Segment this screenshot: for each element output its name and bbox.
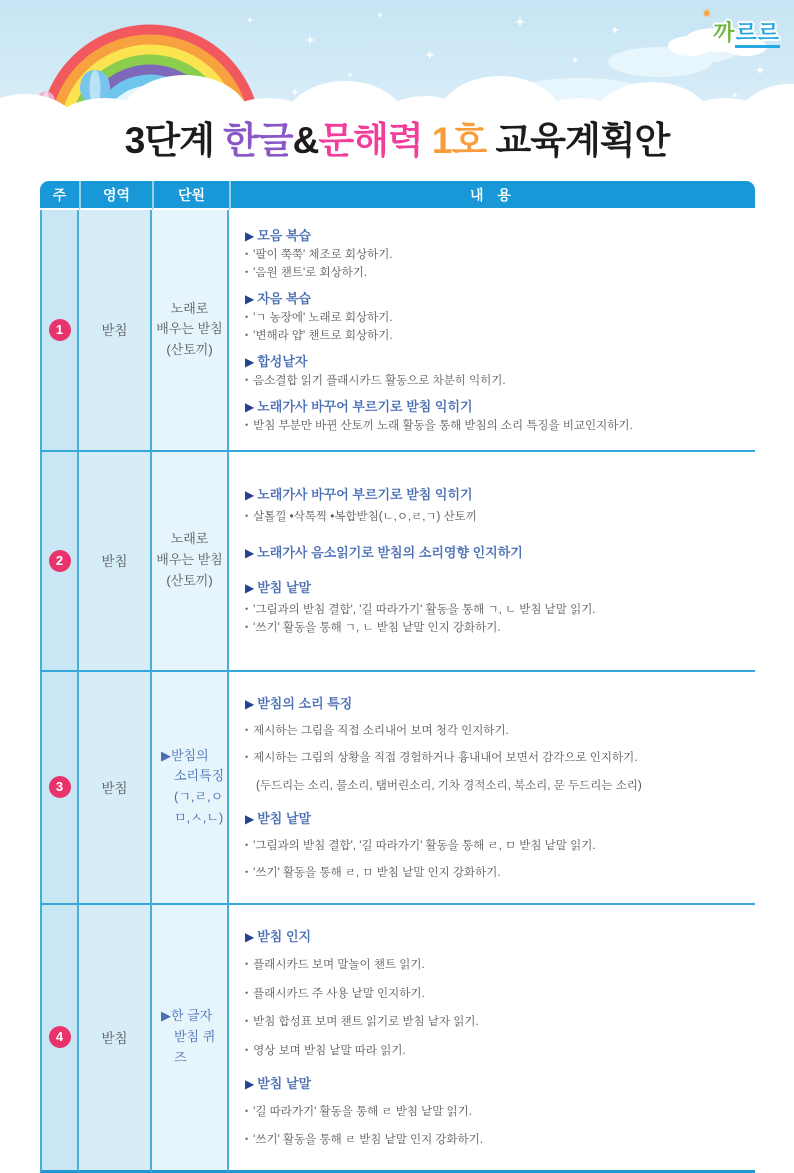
- area-label: 받침: [101, 780, 128, 796]
- bullet-list: [245, 373, 741, 389]
- brand-logo: [701, 6, 780, 47]
- unit-cell: [152, 450, 229, 670]
- unit-line: ▶받침의: [161, 747, 209, 763]
- unit-line: 소리특징: [174, 768, 225, 784]
- table-row: [40, 670, 755, 903]
- content-sections: [229, 672, 755, 903]
- unit-label: [152, 1006, 227, 1068]
- area-cell: [79, 903, 152, 1173]
- bullet-text: '변해라 얍' 챈트로 회상하기.: [253, 330, 393, 343]
- bullet-text: 받침 합성표 보며 챈트 읽기로 받침 낱자 읽기.: [253, 1016, 479, 1029]
- unit-line: 배우는 받침: [156, 321, 223, 337]
- bullet-icon: •: [245, 511, 249, 522]
- unit-line: 노래로: [170, 300, 209, 316]
- content-section: [245, 484, 741, 526]
- section-heading: [245, 693, 741, 712]
- unit-cell: [152, 670, 229, 903]
- unit-label: [152, 299, 227, 361]
- area-cell: [79, 670, 152, 903]
- schedule-table-body: [40, 210, 755, 1173]
- bullet-text: '쓰기' 활동을 통해 ㄹ 받침 낱말 인지 강화하기.: [253, 1134, 484, 1147]
- bullet-text: 살톨낄 •삭톡찍 •복합받침(ㄴ,ㅇ,ㄹ,ㄱ) 산토끼: [253, 511, 477, 524]
- section-marker-icon: ▶: [245, 811, 255, 826]
- bullet-list: [245, 1104, 741, 1149]
- content-section: [245, 351, 741, 389]
- section-marker-icon: ▶: [245, 1076, 255, 1091]
- bullet-item: [245, 778, 741, 795]
- schedule-table-wrap: [40, 181, 755, 1173]
- area-cell: [79, 450, 152, 670]
- bullet-text: 플래시카드 보며 말놀이 챈트 읽기.: [253, 958, 425, 971]
- title-issue: 1호: [431, 120, 487, 161]
- bullet-icon: •: [245, 752, 249, 763]
- unit-line: (산토끼): [166, 572, 213, 588]
- section-title: 받침 낱말: [257, 810, 312, 826]
- section-marker-icon: ▶: [245, 400, 255, 415]
- table-row: [40, 210, 755, 450]
- bullet-item: [245, 247, 741, 263]
- week-cell: [40, 450, 79, 670]
- section-marker-icon: ▶: [245, 488, 255, 503]
- bullet-item: [245, 986, 741, 1003]
- bullet-icon: •: [245, 312, 249, 323]
- page-title: [0, 113, 794, 169]
- title-suffix: 교육계획안: [495, 120, 670, 161]
- section-title: 받침 낱말: [257, 1075, 312, 1091]
- content-section: [245, 577, 741, 637]
- bullet-text: 제시하는 그림의 상황을 직접 경험하거나 흉내내어 보면서 감각으로 인지하기.: [253, 752, 638, 765]
- table-row: [40, 450, 755, 670]
- week-number-badge: 1: [49, 319, 71, 341]
- bullet-text: '그림과의 받침 결합', '길 따라가기' 활동을 통해 ㄹ, ㅁ 받침 낱말 읽기.: [253, 839, 596, 852]
- bullet-item: [245, 328, 741, 344]
- section-title: 노래가사 바꾸어 부르기로 받침 익히기: [257, 487, 473, 503]
- bullet-list: [245, 509, 741, 526]
- section-title: 받침 낱말: [257, 579, 312, 595]
- column-header-area: 영역: [79, 181, 152, 210]
- bullet-icon: •: [245, 622, 249, 633]
- area-cell: [79, 210, 152, 450]
- logo-text-rest: 르르: [735, 20, 780, 48]
- content-sections: [229, 905, 755, 1170]
- bullet-icon: •: [245, 330, 249, 341]
- bullet-text: (두드리는 소리, 물소리, 탬버린소리, 기차 경적소리, 북소리, 문 두드리는 소리): [256, 779, 642, 792]
- bullet-item: [245, 620, 741, 637]
- bullet-icon: •: [245, 1134, 249, 1145]
- table-row: [40, 903, 755, 1173]
- bullet-icon: •: [245, 1044, 249, 1055]
- section-heading: [245, 1073, 741, 1092]
- bullet-icon: •: [245, 839, 249, 850]
- title-literacy: 문해력: [318, 120, 423, 161]
- bullet-item: [245, 723, 741, 740]
- section-title: 합성낱자: [257, 354, 308, 370]
- unit-line: 배우는 받침: [156, 552, 223, 568]
- bullet-item: [245, 602, 741, 619]
- week-number-badge: 2: [49, 550, 71, 572]
- bullet-icon: •: [245, 375, 249, 386]
- bullet-icon: •: [245, 603, 249, 614]
- section-heading: [245, 926, 741, 945]
- content-cell: [229, 450, 755, 670]
- section-heading: [245, 396, 741, 415]
- week-cell: [40, 670, 79, 903]
- bullet-text: '길 따라가기' 활동을 통해 ㄹ 받침 낱말 읽기.: [253, 1105, 472, 1118]
- bullet-item: [245, 865, 741, 882]
- bullet-item: [245, 1043, 741, 1060]
- section-heading: [245, 577, 741, 596]
- unit-line: ㅁ,ㅅ,ㄴ): [174, 810, 224, 826]
- section-marker-icon: ▶: [245, 696, 255, 711]
- section-title: 받침 인지: [257, 928, 312, 944]
- week-cell: [40, 210, 79, 450]
- section-title: 노래가사 바꾸어 부르기로 받침 익히기: [257, 399, 473, 415]
- section-marker-icon: ▶: [245, 580, 255, 595]
- section-title: 노래가사 음소읽기로 받침의 소리영향 인지하기: [257, 544, 523, 560]
- bullet-item: [245, 373, 741, 389]
- content-section: [245, 808, 741, 882]
- unit-label: [152, 746, 227, 829]
- bullet-list: [245, 838, 741, 882]
- area-label: 받침: [101, 1030, 128, 1046]
- unit-cell: [152, 903, 229, 1173]
- section-heading: [245, 484, 741, 503]
- section-heading: [245, 351, 741, 370]
- bullet-text: 'ㄱ 농장에' 노래로 회상하기.: [253, 312, 393, 325]
- bullet-item: [245, 310, 741, 326]
- content-section: [245, 288, 741, 344]
- unit-line: ▶한 글자: [161, 1008, 213, 1024]
- bullet-item: [245, 838, 741, 855]
- unit-line: 노래로: [170, 531, 209, 547]
- unit-cell: [152, 210, 229, 450]
- unit-line: (산토끼): [166, 342, 213, 358]
- content-section: [245, 926, 741, 1060]
- bullet-icon: •: [245, 867, 249, 878]
- section-heading: [245, 542, 741, 561]
- bullet-item: [245, 1014, 741, 1031]
- content-sections: [229, 460, 755, 661]
- title-step: 3단계: [124, 120, 214, 161]
- table-header-row: [40, 181, 755, 210]
- bullet-icon: •: [245, 724, 249, 735]
- bullet-text: '쓰기' 활동을 통해 ㄱ, ㄴ 받침 낱말 인지 강화하기.: [253, 622, 501, 635]
- bullet-icon: •: [245, 987, 249, 998]
- bullet-list: [245, 418, 741, 434]
- bullet-list: [245, 602, 741, 637]
- bullet-item: [245, 418, 741, 434]
- unit-line: 받침 퀴즈: [174, 1029, 216, 1065]
- logo-text-first: 까: [713, 20, 736, 45]
- bullet-item: [245, 957, 741, 974]
- week-number-badge: 4: [49, 1026, 71, 1048]
- bullet-item: [245, 265, 741, 281]
- section-heading: [245, 808, 741, 827]
- bullet-icon: •: [245, 1105, 249, 1116]
- bullet-item: [245, 1132, 741, 1149]
- bullet-icon: •: [245, 958, 249, 969]
- column-header-content: 내 용: [229, 181, 755, 210]
- sparkle-icon: ✷: [701, 6, 714, 21]
- section-marker-icon: ▶: [245, 545, 255, 560]
- bullet-text: 영상 보며 받침 낱말 따라 읽기.: [253, 1044, 406, 1057]
- content-section: [245, 542, 741, 561]
- section-marker-icon: ▶: [245, 355, 255, 370]
- bullet-text: 플래시카드 주 사용 낱말 인지하기.: [253, 987, 425, 1000]
- content-cell: [229, 670, 755, 903]
- week-number-badge: 3: [49, 776, 71, 798]
- bullet-text: '그림과의 받침 결합', '길 따라가기' 활동을 통해 ㄱ, ㄴ 받침 낱말 읽기.: [253, 603, 596, 616]
- bullet-icon: •: [245, 267, 249, 278]
- section-title: 모음 복습: [257, 228, 312, 243]
- bullet-text: '쓰기' 활동을 통해 ㄹ, ㅁ 받침 낱말 인지 강화하기.: [253, 867, 501, 880]
- content-cell: [229, 903, 755, 1173]
- bullet-icon: •: [245, 420, 249, 431]
- bullet-text: 제시하는 그림을 직접 소리내어 보며 청각 인지하기.: [253, 724, 509, 737]
- title-amp: &: [292, 120, 319, 161]
- section-heading: [245, 288, 741, 307]
- bullet-icon: •: [245, 1016, 249, 1027]
- section-heading: [245, 225, 741, 244]
- bullet-list: [245, 247, 741, 281]
- content-section: [245, 225, 741, 281]
- unit-line: (ㄱ,ㄹ,ㅇ: [174, 789, 224, 805]
- bullet-list: [245, 310, 741, 344]
- schedule-table: [40, 181, 755, 1173]
- bullet-item: [245, 509, 741, 526]
- bullet-list: [245, 957, 741, 1060]
- column-header-week: 주: [40, 181, 79, 210]
- content-sections: [229, 210, 755, 450]
- bullet-text: 음소결합 읽기 플래시카드 활동으로 차분히 익히기.: [253, 375, 506, 388]
- bullet-text: 받침 부분만 바뀐 산토끼 노래 활동을 통해 받침의 소리 특징을 비교인지하기.: [253, 420, 633, 433]
- area-label: 받침: [101, 554, 128, 570]
- content-section: [245, 1073, 741, 1149]
- bullet-list: [245, 723, 741, 795]
- content-section: [245, 693, 741, 795]
- column-header-unit: 단원: [152, 181, 229, 210]
- bullet-item: [245, 1104, 741, 1121]
- title-hangul: 한글: [223, 120, 293, 161]
- bullet-text: '팔이 쭉쭉' 체조로 회상하기.: [253, 249, 393, 261]
- bullet-icon: •: [245, 249, 249, 259]
- bullet-text: '음원 챈트'로 회상하기.: [253, 267, 368, 280]
- bullet-item: [245, 750, 741, 767]
- content-cell: [229, 210, 755, 450]
- section-marker-icon: ▶: [245, 929, 255, 944]
- unit-label: [152, 529, 227, 591]
- area-label: 받침: [101, 323, 128, 339]
- section-title: 자음 복습: [257, 291, 312, 307]
- week-cell: [40, 903, 79, 1173]
- content-section: [245, 396, 741, 434]
- section-marker-icon: ▶: [245, 229, 255, 243]
- section-title: 받침의 소리 특징: [257, 695, 353, 711]
- section-marker-icon: ▶: [245, 292, 255, 307]
